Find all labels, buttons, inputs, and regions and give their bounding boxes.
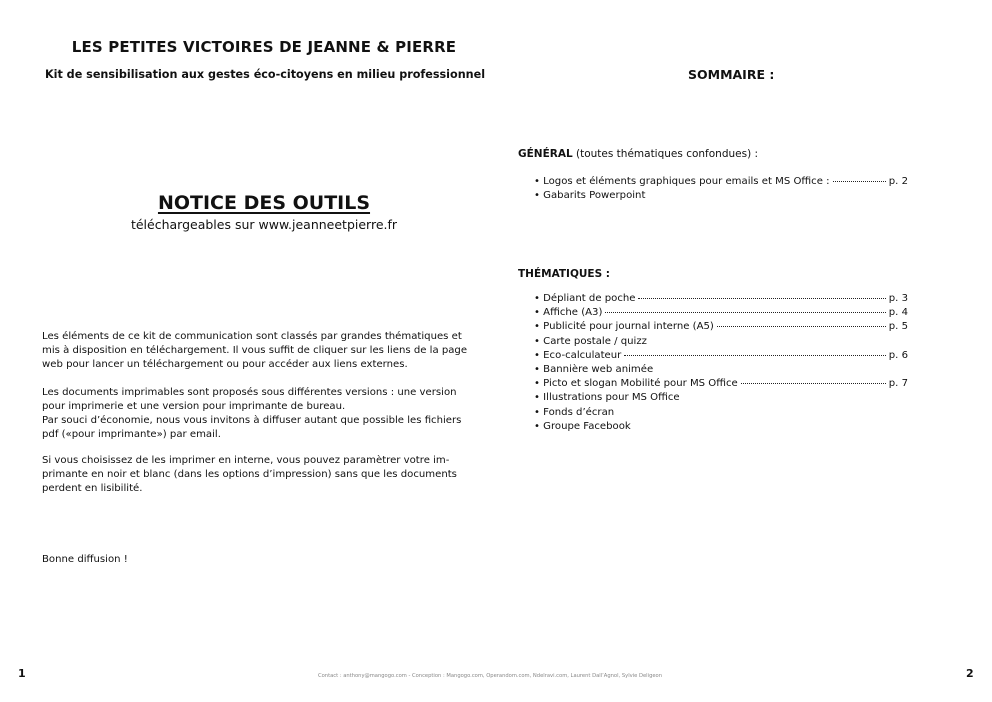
internal-print-paragraph [42,454,492,496]
toc-item-label: • Illustrations pour MS Office [534,392,680,404]
left-page-number: 1 [18,667,26,680]
printing-line: Les documents imprimables sont proposés sous différentes versions : une version [42,387,457,398]
toc-dot-leader [624,354,885,356]
toc-item-eco-calculateur[interactable] [534,349,908,363]
printing-line: Par souci d’économie, nous vous invitons à diffuser autant que possible les fichiers [42,415,462,426]
notice-subtitle: téléchargeables sur www.jeanneetpierre.fr [130,217,398,232]
toc-dot-leader [833,180,886,182]
intro-paragraph [42,330,492,372]
toc-item-label: • Picto et slogan Mobilité pour MS Office [534,378,738,390]
intro-line: mis à disposition en téléchargement. Il vous suffit de cliquer sur les liens de la page [42,345,468,356]
toc-dot-leader [741,382,886,384]
internal-print-line: primante en noir et blanc (dans les options d’impression) sans que les documents [42,469,457,480]
toc-page-number: p. 6 [888,349,908,361]
general-heading-bold: GÉNÉRAL [518,148,573,160]
closing-text: Bonne diffusion ! [42,554,128,565]
toc-dot-leader [605,311,885,313]
toc-item-label: • Groupe Facebook [534,420,631,432]
internal-print-line: Si vous choisissez de les imprimer en interne, vous pouvez paramètrer votre im- [42,455,450,466]
toc-item-label: • Gabarits Powerpoint [534,190,646,202]
printing-line: pdf («pour imprimante») par email. [42,429,221,440]
intro-line: Les éléments de ce kit de communication sont classés par grandes thématiques et [42,331,462,342]
toc-item-carte-postale[interactable] [534,335,908,349]
internal-print-line: perdent en lisibilité. [42,483,143,494]
toc-item-label: • Eco-calculateur [534,349,622,361]
toc-page-number: p. 4 [888,307,908,319]
general-heading-rest: (toutes thématiques confondues) : [572,148,759,160]
toc-item-picto-mobilite[interactable] [534,377,908,391]
summary-title: SOMMAIRE : [688,67,775,82]
toc-item-affiche[interactable] [534,306,908,320]
intro-line: web pour lancer un téléchargement ou pour accéder aux liens externes. [42,359,408,370]
toc-item-label: • Carte postale / quizz [534,335,647,347]
toc-dot-leader [638,297,885,299]
toc-item-label: • Dépliant de poche [534,293,636,304]
toc-page-number: p. 3 [888,293,908,304]
toc-item-label: • Bannière web animée [534,363,654,375]
thematiques-toc-list [534,292,908,434]
notice-title: NOTICE DES OUTILS [157,192,371,214]
document-subtitle: Kit de sensibilisation aux gestes éco-citoyens en milieu professionnel [44,68,486,81]
toc-item-powerpoint[interactable] [534,189,908,203]
toc-item-banniere[interactable] [534,363,908,377]
thematiques-section-heading [518,268,610,280]
toc-item-label: • Affiche (A3) [534,307,603,319]
toc-item-label: • Logos et éléments graphiques pour emails et MS Office : [534,176,830,187]
toc-page-number: p. 5 [888,321,908,333]
thematiques-heading-text: THÉMATIQUES : [518,268,610,280]
printing-line: pour imprimerie et une version pour imprimante de bureau. [42,401,346,412]
toc-item-fonds-ecran[interactable] [534,406,908,420]
toc-item-logos[interactable] [534,175,908,189]
toc-page-number: p. 2 [888,176,908,187]
toc-item-label: • Publicité pour journal interne (A5) [534,321,714,333]
document-title: LES PETITES VICTOIRES DE JEANNE & PIERRE [71,38,457,56]
toc-item-depliant[interactable] [534,292,908,306]
right-page-number: 2 [966,667,974,680]
footer-credits: Contact : anthony@mangogo.com - Conception : Mangogo.com, Operandom.com, Ndelravi.com, Laurent Dall’Agnol, Sylvie Deligeon [317,673,663,679]
toc-item-label: • Fonds d’écran [534,406,615,418]
toc-item-publicite[interactable] [534,320,908,334]
toc-item-illustrations[interactable] [534,391,908,405]
toc-dot-leader [717,325,886,327]
printing-paragraph [42,386,492,442]
toc-item-facebook[interactable] [534,420,908,434]
toc-page-number: p. 7 [888,378,908,390]
general-section-heading [518,148,758,160]
general-toc-list [534,175,908,203]
